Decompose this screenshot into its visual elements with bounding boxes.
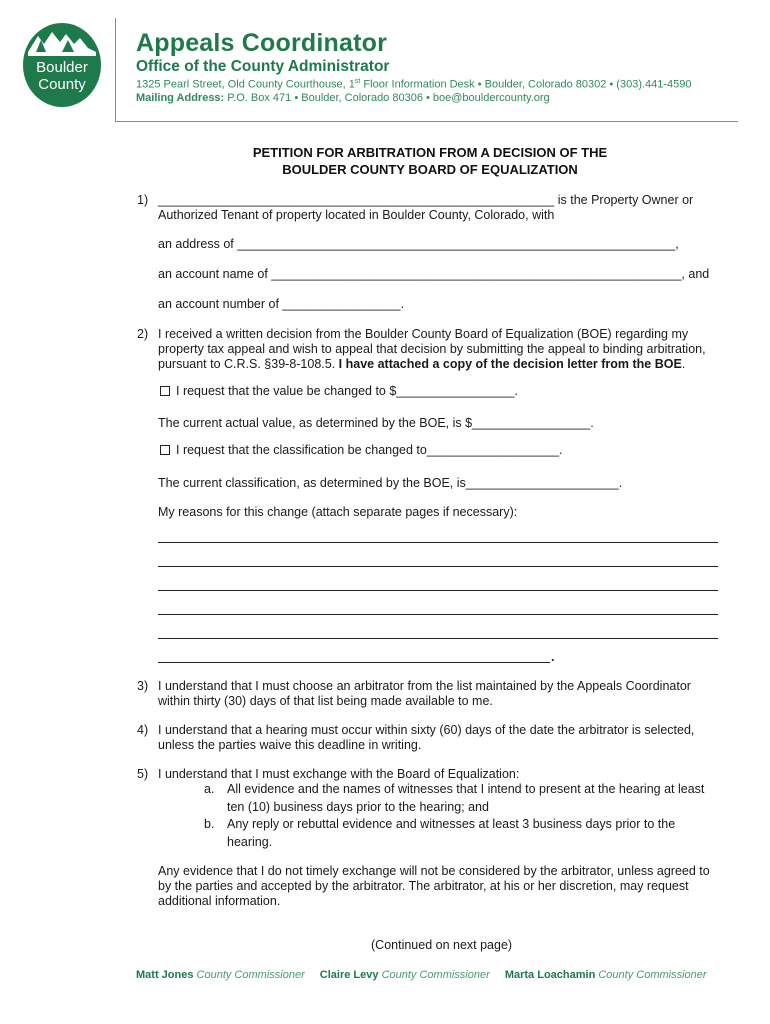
reasons-line[interactable] [158,566,718,567]
org-title: Appeals Coordinator [136,29,388,57]
account-number-field[interactable]: an account number of _________________. [158,297,405,311]
subitem-a-text: All evidence and the names of witnesses that I intend to present at the hearing at least [227,782,705,796]
item1-text: Authorized Tenant of property located in Boulder County, Colorado, with [158,208,555,222]
property-address-field[interactable]: an address of _______________________________________________________________, [158,237,679,251]
header-vertical-divider [115,18,116,122]
reasons-line[interactable] [158,590,718,591]
value-change-field[interactable]: I request that the value be changed to $_________________. [176,384,518,398]
item3-text: I understand that I must choose an arbitrator from the list maintained by the Appeals Coordinator [158,679,691,693]
classification-change-checkbox[interactable] [160,445,170,455]
item2-text: I received a written decision from the Boulder County Board of Equalization (BOE) regarding my [158,327,689,341]
account-name-field[interactable]: an account name of ___________________________________________________________, and [158,267,710,281]
commissioner-role: County Commissioner [381,969,490,981]
footer-commissioners [136,969,719,981]
reasons-line[interactable] [158,638,718,639]
subitem-b-text: Any reply or rebuttal evidence and witnesses at least 3 business days prior to the [227,817,676,831]
continued-note: (Continued on next page) [371,938,513,952]
owner-name-field[interactable]: _________________________________________________________ is the Property Owner or [158,193,694,207]
classification-change-field[interactable]: I request that the classification be changed to___________________. [176,443,563,457]
reasons-line[interactable] [158,662,550,663]
commissioner-role: County Commissioner [196,969,305,981]
evidence-paragraph: by the parties and accepted by the arbitrator. The arbitrator, at his or her discretion, may request [158,879,689,893]
value-change-checkbox[interactable] [160,386,170,396]
reasons-line[interactable] [158,614,718,615]
commissioner-name: Matt Jones [136,969,194,981]
subitem-b-text: hearing. [227,835,273,849]
subitem-label: a. [204,782,215,796]
commissioner-name: Marta Loachamin [504,969,596,981]
reasons-line[interactable] [158,542,718,543]
item-number: 5) [137,767,149,781]
classification-change-option [160,443,562,458]
commissioner-name: Claire Levy [319,969,379,981]
current-value-field[interactable]: The current actual value, as determined by the BOE, is $_________________. [158,416,594,430]
evidence-paragraph: additional information. [158,894,281,908]
item4-text: I understand that a hearing must occur within sixty (60) days of the date the arbitrator is selected, [158,723,695,737]
org-subtitle: Office of the County Administrator [136,58,390,75]
logo-text-boulder: Boulder [36,59,88,76]
subitem-a-text: ten (10) business days prior to the hearing; and [227,800,489,814]
item4-text: unless the parties waive this deadline in writing. [158,738,422,752]
logo-text-county: County [38,76,86,93]
item2-text: pursuant to C.R.S. §39-8-108.5. I have attached a copy of the decision letter from the BOE. [158,357,686,371]
item-number: 1) [137,193,149,207]
item5-text: I understand that I must exchange with the Board of Equalization: [158,767,520,781]
document-title-line2: BOULDER COUNTY BOARD OF EQUALIZATION [282,162,578,177]
reasons-label: My reasons for this change (attach separate pages if necessary): [158,505,518,519]
boulder-county-logo [22,22,102,108]
item-number: 4) [137,723,149,737]
reasons-end-period: . [551,650,555,664]
item3-text: within thirty (30) days of that list being made available to me. [158,694,493,708]
mailing-address: Mailing Address: P.O. Box 471 • Boulder, Colorado 80306 • boe@bouldercounty.org [136,92,550,104]
item-number: 3) [137,679,149,693]
document-title-line1: PETITION FOR ARBITRATION FROM A DECISION OF THE [252,145,608,160]
item2-text: property tax appeal and wish to appeal that decision by submitting the appeal to binding arbitration, [158,342,706,356]
current-classification-field[interactable]: The current classification, as determined by the BOE, is______________________. [158,476,623,490]
item-number: 2) [137,327,149,341]
header-horizontal-divider [115,121,738,122]
subitem-label: b. [204,817,215,831]
street-address: 1325 Pearl Street, Old County Courthouse, 1st Floor Information Desk • Boulder, Colorado 80302 • (303).441-4590 [136,78,692,91]
commissioner-role: County Commissioner [598,969,707,981]
evidence-paragraph: Any evidence that I do not timely exchange will not be considered by the arbitrator, unless agreed to [158,864,710,878]
value-change-option [160,384,518,399]
